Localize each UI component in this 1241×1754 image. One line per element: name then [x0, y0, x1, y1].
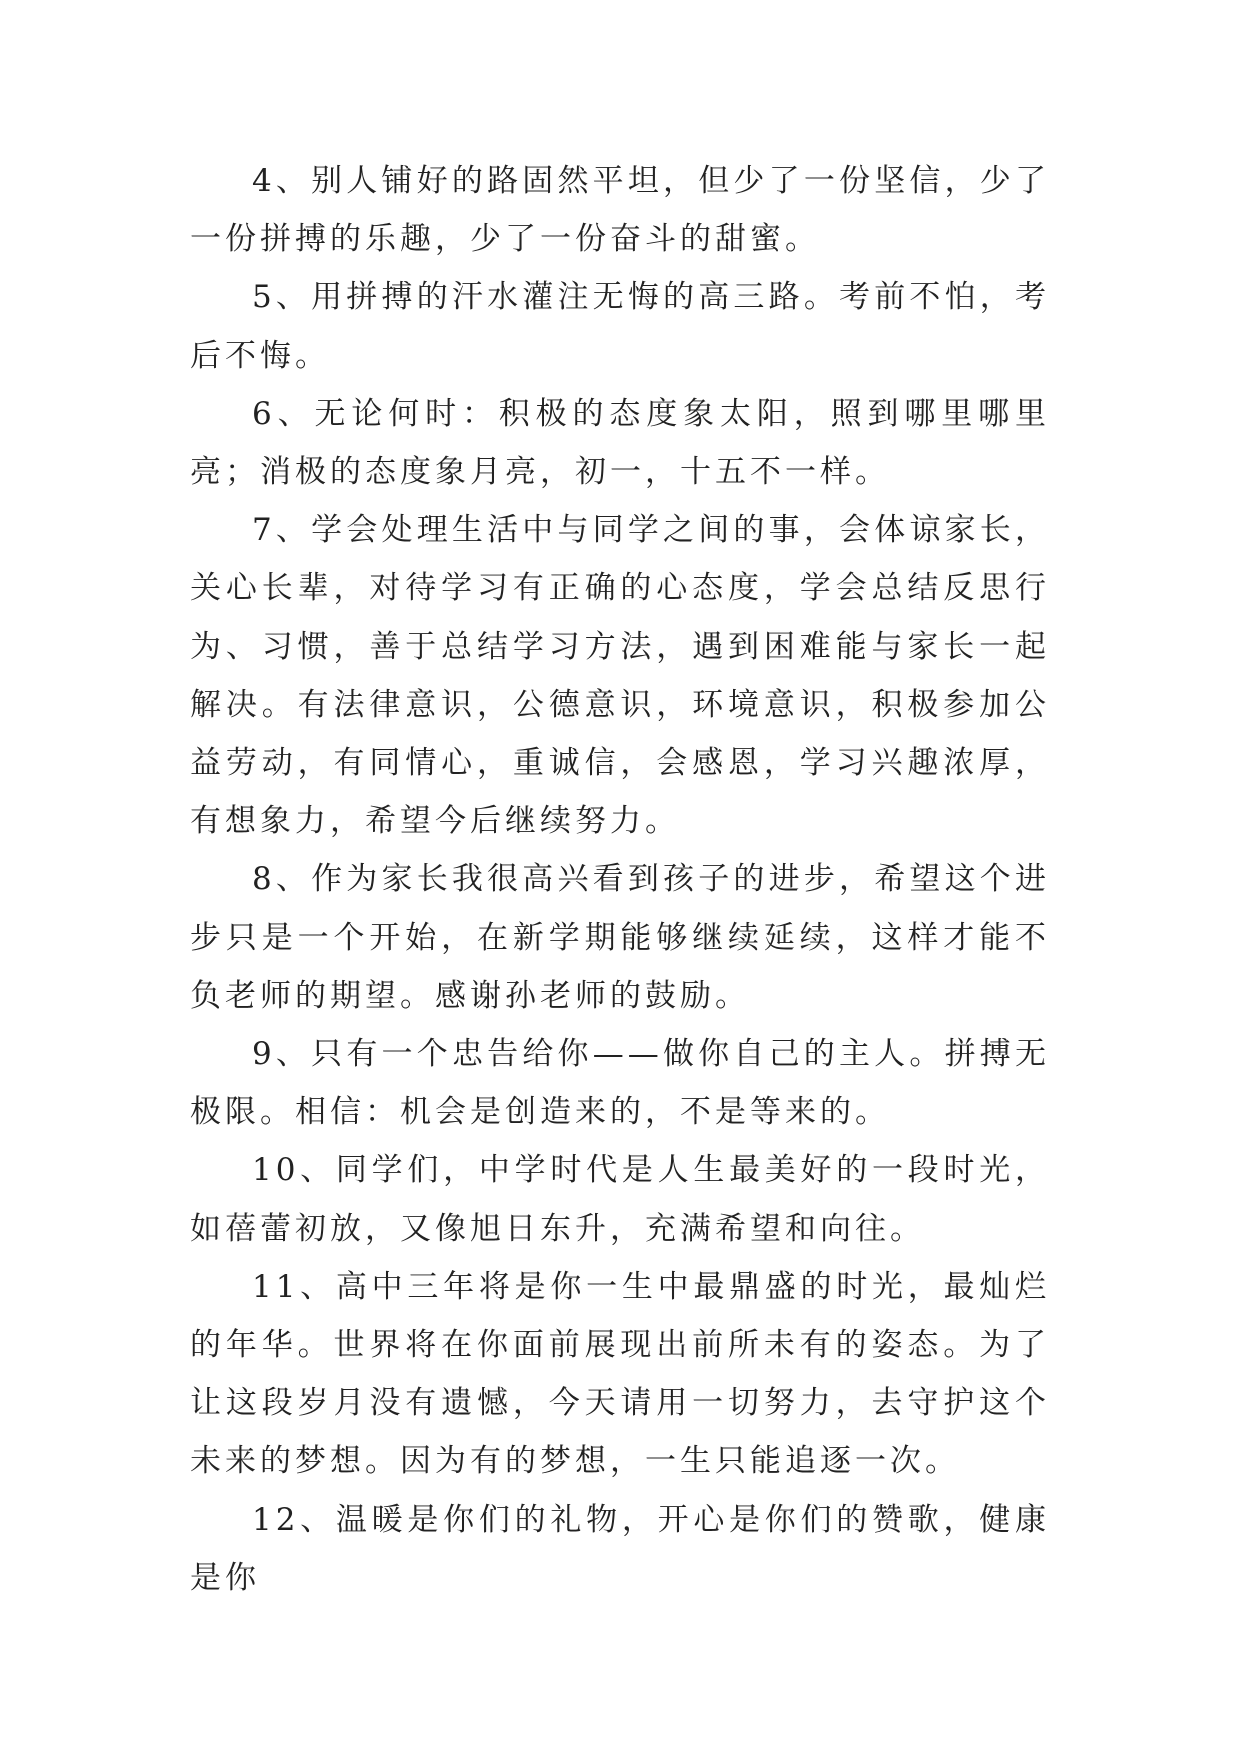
document-body	[190, 152, 1050, 1607]
paragraph-12: 12、温暖是你们的礼物，开心是你们的赞歌，健康是你	[190, 1501, 1050, 1596]
paragraph-5: 5、用拼搏的汗水灌注无悔的高三路。考前不怕，考后不悔。	[190, 279, 1050, 374]
paragraph-6: 6、无论何时：积极的态度象太阳，照到哪里哪里亮；消极的态度象月亮，初一，十五不一样。	[190, 395, 1050, 491]
paragraph-7: 7、学会处理生活中与同学之间的事，会体谅家长，关心长辈，对待学习有正确的心态度，学会总结反思行为、习惯，善于总结学习方法，遇到困难能与家长一起解决。有法律意识，公德意识，环境意识，积极参加公益劳动，有同情心，重诚信，会感恩，学习兴趣浓厚，有想象力，希望今后继续努力。	[190, 512, 1050, 840]
paragraph-9: 9、只有一个忠告给你——做你自己的主人。拼搏无极限。相信：机会是创造来的，不是等来的。	[190, 1036, 1050, 1131]
paragraph-10: 10、同学们，中学时代是人生最美好的一段时光，如蓓蕾初放，又像旭日东升，充满希望和向往。	[190, 1152, 1050, 1247]
paragraph-11: 11、高中三年将是你一生中最鼎盛的时光，最灿烂的年华。世界将在你面前展现出前所未有的姿态。为了让这段岁月没有遗憾，今天请用一切努力，去守护这个未来的梦想。因为有的梦想，一生只能追逐一次。	[190, 1268, 1050, 1480]
paragraph-8: 8、作为家长我很高兴看到孩子的进步，希望这个进步只是一个开始，在新学期能够继续延续，这样才能不负老师的期望。感谢孙老师的鼓励。	[190, 861, 1050, 1014]
paragraph-4: 4、别人铺好的路固然平坦，但少了一份坚信，少了一份拼搏的乐趣，少了一份奋斗的甜蜜。	[190, 163, 1050, 258]
